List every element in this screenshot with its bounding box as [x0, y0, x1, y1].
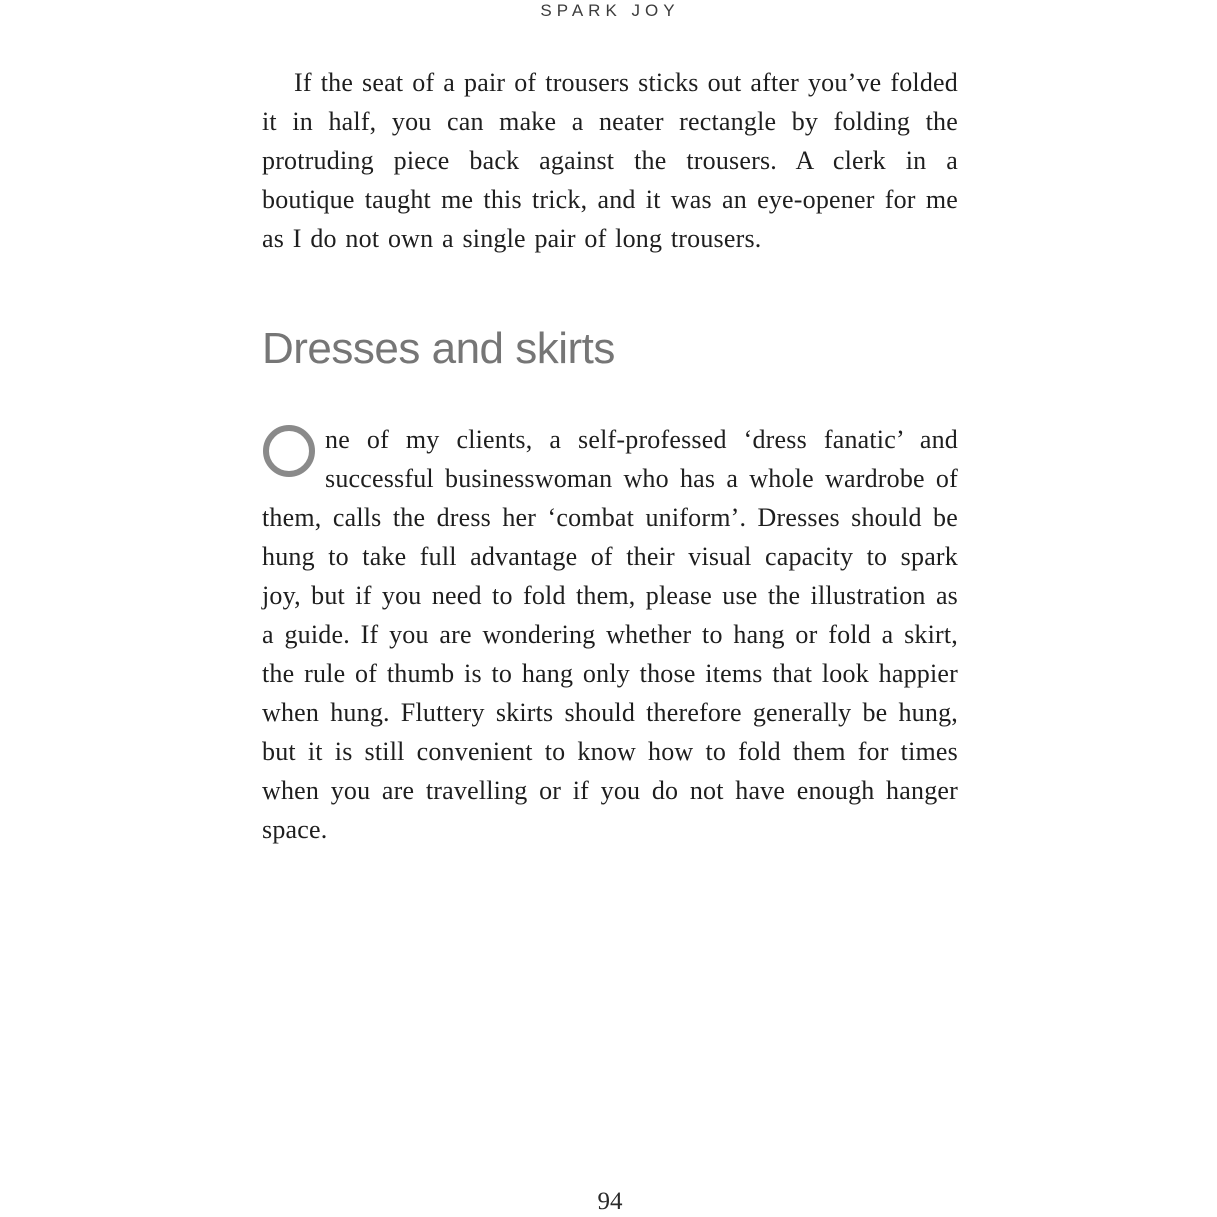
page-number: 94 [597, 1188, 623, 1215]
paragraph-dresses-text: ne of my clients, a self-professed ‘dress fanatic’ and successful businesswoman who has a whole wardrobe of them, calls the dress her ‘combat uniform’. Dresses should be hung to take full advantage of their visual capacity to spark joy, but if you need to fold them, please use the illustration as a guide. If you are wondering whether to hang or fold a skirt, the rule of thumb is to hang only those items that look happier when hung. Fluttery skirts should therefore generally be hung, but it is still convenient to know how to fold them for times when you are travelling or if you do not have enough hanger space. [262, 425, 958, 844]
paragraph-trousers: If the seat of a pair of trousers sticks out after you’ve folded it in half, you can make a neater rectangle by folding the protruding piece back against the trousers. A clerk in a boutique taught me this trick, and it was an eye-opener for me as I do not own a single pair of long trousers. [262, 68, 958, 253]
section-heading-dresses-and-skirts: Dresses and skirts [262, 324, 615, 373]
paragraph-dresses [262, 420, 958, 849]
running-header: SPARK JOY [540, 1, 680, 20]
drop-cap-letter-o [263, 425, 315, 477]
page-content [262, 63, 958, 849]
